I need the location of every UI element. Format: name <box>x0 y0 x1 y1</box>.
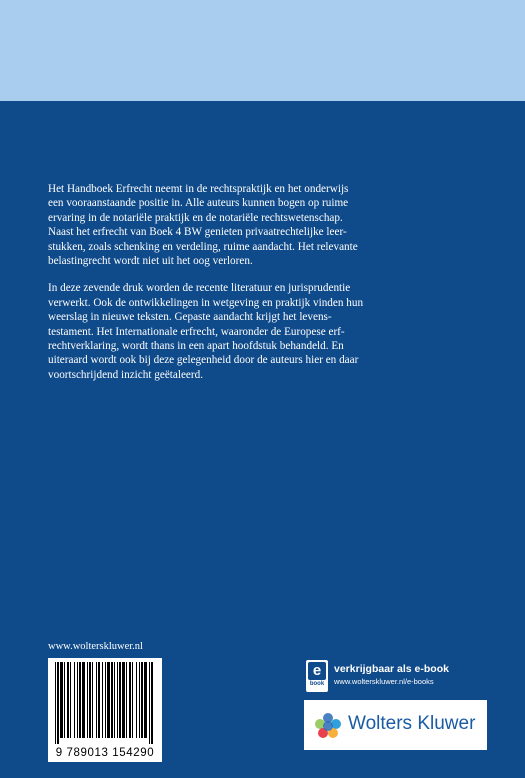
isbn-number: 9 789013 154290 <box>55 747 155 759</box>
barcode-bar <box>139 662 140 738</box>
barcode-bar <box>119 662 121 738</box>
isbn-barcode <box>48 658 162 762</box>
barcode-bar <box>149 662 150 744</box>
barcode-bar <box>74 662 75 738</box>
barcode-bars <box>53 662 157 744</box>
publisher-logo-box <box>304 700 487 750</box>
barcode-bar <box>126 662 127 738</box>
barcode-bar <box>89 662 91 738</box>
ebook-icon-label: book <box>309 681 325 687</box>
barcode-bar <box>79 662 81 738</box>
publisher-website[interactable]: www.wolterskluwer.nl <box>48 641 143 652</box>
barcode-bar <box>136 662 137 738</box>
barcode-bar <box>55 662 56 744</box>
book-description <box>48 182 428 395</box>
barcode-bar <box>117 662 118 738</box>
wolters-kluwer-logo-icon <box>314 712 342 740</box>
barcode-bar <box>67 662 69 738</box>
barcode-bar <box>64 662 65 738</box>
description-paragraph-1: Het Handboek Erfrecht neemt in de rechtspraktijk en het onderwijs een vooraanstaande positie in. Alle auteurs kunnen bogen op ruime ervaring in de notariële praktijk en de notariële rechtswetenschap. Naast het erfrecht van Boek 4 BW genieten privaatrechtelijke leer- stukken, zoals schenking en verdeling, ruime aandacht. Het relevante belastingrecht wordt niet uit het oog verloren. <box>48 183 358 268</box>
barcode-bar <box>114 662 115 738</box>
publisher-name: Wolters Kluwer <box>348 713 476 734</box>
barcode-bar <box>102 662 103 738</box>
barcode-bar <box>105 662 106 738</box>
barcode-bar <box>151 662 153 744</box>
barcode-bar <box>107 662 110 738</box>
barcode-bar <box>77 662 78 738</box>
barcode-bar <box>60 662 63 738</box>
barcode-bar <box>122 662 125 738</box>
barcode-bar <box>111 662 113 738</box>
barcode-bar <box>87 662 88 738</box>
barcode-bar <box>141 662 143 738</box>
barcode-bar <box>96 662 97 738</box>
barcode-bar <box>132 662 133 738</box>
ebook-url[interactable]: www.wolterskluwer.nl/e-books <box>334 677 434 686</box>
logo-dot <box>323 721 333 731</box>
barcode-bar <box>129 662 131 738</box>
barcode-bar <box>92 662 93 738</box>
barcode-bar <box>144 662 147 738</box>
barcode-bar <box>82 662 85 738</box>
top-color-band <box>0 0 525 101</box>
barcode-bar <box>57 662 59 744</box>
barcode-bar <box>98 662 100 738</box>
ebook-title: verkrijgbaar als e-book <box>334 663 449 675</box>
ebook-icon <box>306 660 328 692</box>
description-paragraph-2: In deze zevende druk worden de recente literatuur en jurisprudentie verwerkt. Ook de ontwikkelingen in wetgeving en praktijk vinden hun weerslag in nieuwe teksten. Gepaste aandacht krijgt het levens- testament. Het Internationale erfrecht, waaronder de Europese erf- rechtverklaring, wordt thans in een apart hoofdstuk behandeld. En uiteraard wordt ook bij deze gelegenheid door de auteurs hier en daar voortschrijdend inzicht geëtaleerd. <box>48 282 364 381</box>
ebook-icon-letter: e <box>308 662 326 680</box>
barcode-bar <box>70 662 71 738</box>
